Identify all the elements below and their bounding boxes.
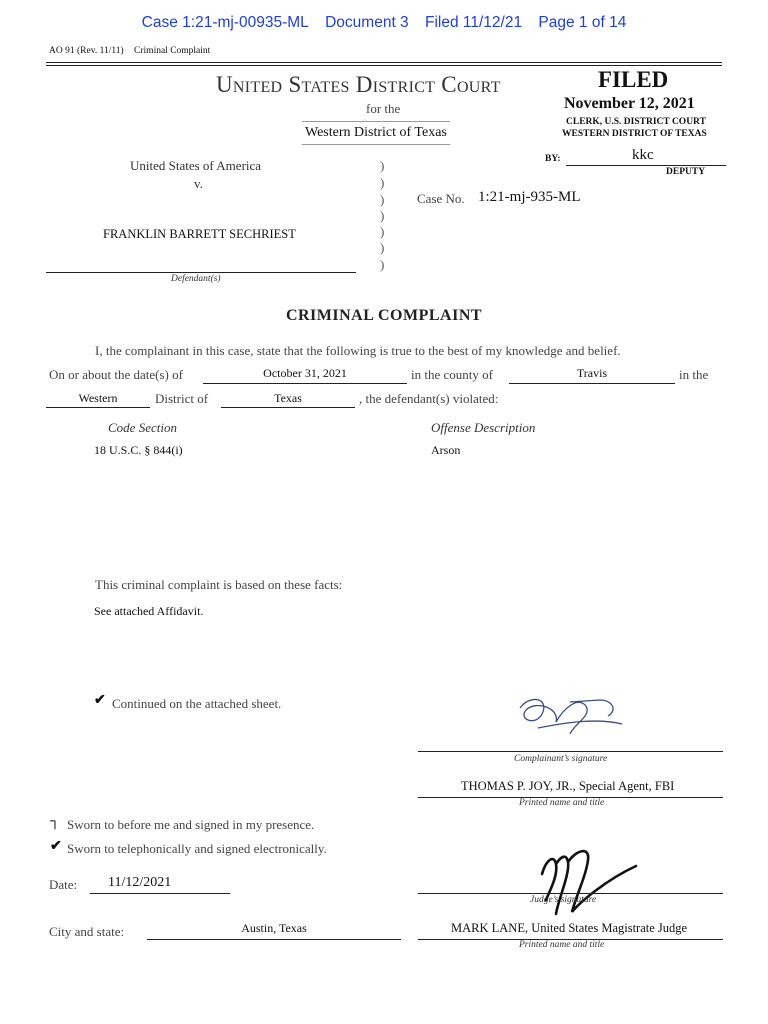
deputy-label: DEPUTY bbox=[666, 167, 706, 177]
code-section-header: Code Section bbox=[108, 420, 177, 435]
district-rule bbox=[302, 144, 450, 145]
caption-paren: ) bbox=[380, 240, 385, 255]
violated-label: , the defendant(s) violated: bbox=[359, 391, 499, 406]
county-rule bbox=[509, 383, 675, 384]
continued-label: Continued on the attached sheet. bbox=[112, 696, 282, 711]
date-sworn-label: Date: bbox=[49, 877, 78, 892]
sworn-telephonic-label: Sworn to telephonically and signed electronically. bbox=[67, 841, 327, 856]
sworn-in-person-label: Sworn to before me and signed in my presence. bbox=[67, 817, 315, 832]
offense-date: October 31, 2021 bbox=[263, 366, 347, 380]
filed-stamp-date: November 12, 2021 bbox=[564, 95, 695, 112]
facts-label: This criminal complaint is based on these facts: bbox=[95, 577, 343, 592]
complainant-printed-name: THOMAS P. JOY, JR., Special Agent, FBI bbox=[461, 779, 675, 793]
in-the-label: in the bbox=[679, 367, 709, 382]
plaintiff-name: United States of America bbox=[130, 158, 262, 173]
judge-printed-label: Printed name and title bbox=[519, 940, 605, 950]
city-state-rule bbox=[147, 939, 401, 940]
versus-label: v. bbox=[194, 176, 203, 191]
district-of-label: District of bbox=[155, 391, 209, 406]
form-name: Criminal Complaint bbox=[134, 46, 211, 56]
form-number: AO 91 (Rev. 11/11) bbox=[49, 46, 124, 56]
case-no-value: 1:21-mj-935-ML bbox=[478, 189, 581, 205]
caption-paren: ) bbox=[380, 257, 385, 272]
offense-description-value: Arson bbox=[431, 443, 461, 457]
offense-description-header: Offense Description bbox=[431, 420, 536, 435]
continued-checkbox[interactable]: ✔ bbox=[94, 693, 106, 708]
caption-paren: ) bbox=[380, 158, 385, 173]
complainant-printed-label: Printed name and title bbox=[519, 798, 605, 808]
ecf-header bbox=[0, 14, 768, 32]
district-direction-rule bbox=[46, 407, 150, 408]
sworn-in-person-checkbox[interactable]: ┐ bbox=[50, 814, 60, 829]
district-direction: Western bbox=[78, 391, 118, 405]
state-rule bbox=[221, 407, 355, 408]
complaint-heading: CRIMINAL COMPLAINT bbox=[285, 307, 483, 324]
judge-sig-label: Judge’s signature bbox=[530, 895, 597, 905]
date-sworn-rule bbox=[90, 893, 230, 894]
sworn-telephonic-checkbox[interactable]: ✔ bbox=[50, 839, 62, 854]
complainant-sig-rule bbox=[418, 751, 723, 752]
form-code bbox=[49, 46, 218, 56]
judge-printed-name: MARK LANE, United States Magistrate Judge bbox=[451, 921, 688, 935]
county-value: Travis bbox=[576, 366, 608, 380]
top-rule-1 bbox=[46, 62, 722, 63]
page-count: Page 1 of 14 bbox=[538, 14, 627, 31]
caption-paren: ) bbox=[380, 224, 385, 239]
by-label: BY: bbox=[545, 154, 561, 164]
clerk-line-2: WESTERN DISTRICT OF TEXAS bbox=[562, 129, 707, 139]
facts-text: See attached Affidavit. bbox=[94, 604, 204, 618]
case-number-header: Case 1:21-mj-00935-ML bbox=[141, 14, 309, 31]
district-name: Western District of Texas bbox=[305, 125, 447, 140]
complainant-signature-image bbox=[508, 688, 630, 748]
caption-paren: ) bbox=[380, 175, 385, 190]
court-title: United States District Court bbox=[216, 72, 501, 97]
code-section-value: 18 U.S.C. § 844(i) bbox=[94, 443, 183, 457]
for-the-rule bbox=[302, 121, 450, 122]
defendant-name: FRANKLIN BARRETT SECHRIEST bbox=[103, 227, 296, 241]
defendant-label: Defendant(s) bbox=[171, 274, 221, 284]
offense-date-rule bbox=[203, 383, 407, 384]
judge-sig-rule bbox=[418, 893, 723, 894]
defendant-rule bbox=[46, 272, 356, 273]
clerk-initials: kkc bbox=[632, 147, 654, 163]
caption-paren: ) bbox=[380, 208, 385, 223]
caption-paren: ) bbox=[380, 192, 385, 207]
state-value: Texas bbox=[274, 391, 302, 405]
date-label: On or about the date(s) of bbox=[49, 367, 183, 382]
for-the-label: for the bbox=[366, 101, 401, 116]
city-state-value: Austin, Texas bbox=[241, 921, 307, 935]
top-rule-2 bbox=[46, 65, 722, 66]
complaint-intro: I, the complainant in this case, state that the following is true to the best of my knowledge and belief. bbox=[95, 343, 621, 358]
city-state-label: City and state: bbox=[49, 924, 125, 939]
date-sworn-value: 11/12/2021 bbox=[108, 875, 172, 890]
filed-stamp: FILED bbox=[598, 67, 669, 92]
clerk-line-1: CLERK, U.S. DISTRICT COURT bbox=[566, 117, 706, 127]
document-number: Document 3 bbox=[325, 14, 409, 31]
filed-date-header: Filed 11/12/21 bbox=[425, 14, 523, 31]
judge-signature-image bbox=[536, 840, 640, 920]
case-no-label: Case No. bbox=[417, 191, 465, 206]
county-label: in the county of bbox=[411, 367, 493, 382]
complainant-sig-label: Complainant’s signature bbox=[514, 754, 608, 764]
by-rule bbox=[566, 165, 726, 166]
